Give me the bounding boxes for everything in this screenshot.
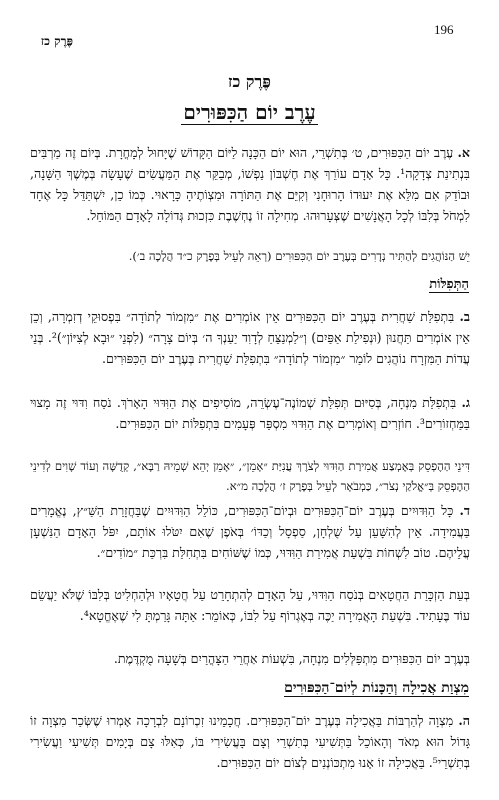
heading-text: מִצְוַת אֲכִילָה וְהַכָּנוֹת לְיוֹם־הַכִּפּוּרִים bbox=[284, 680, 469, 696]
note-vows: יֵשׁ הַנּוֹהֲגִים לְהַתִּיר נְדָרִים בְּעֶרֶב יוֹם הַכִּפּוּרִים (רְאֵה לְעֵיל בְּפֶרֶק כ״ד הֲלָכָה ב׳). bbox=[128, 249, 470, 263]
running-head: פֶּרֶק כז bbox=[40, 34, 73, 48]
paragraph-b bbox=[30, 306, 470, 369]
chapter-label: פֶּרֶק כז bbox=[228, 72, 271, 91]
paragraph-text: בִּתְפִלַּת מִנְחָה, בְּסִיּוּם תְּפִלַּת שְׁמוֹנֶה־עֶשְׂרֵה, מוֹסִיפִים אֶת הַוִּדּוּי הָאָרֹךְ. נֹסַח וִדּוּי זֶה מָצוּי בַּמַּחְזוֹרִים³. חוֹזְרִים וְאוֹמְרִים אֶת הַוִּדּוּי מִסְפַּר פְּעָמִים בִּתְפִלּוֹת יוֹם הַכִּפּוּרִים. bbox=[30, 395, 470, 431]
paragraph-text: מִצְוָה לְהַרְבּוֹת בַּאֲכִילָה בְּעֶרֶב יוֹם־הַכִּפּוּרִים. חֲכָמֵינוּ זִכְרוֹנָם לִבְרָכָה אָמְרוּ שֶׁשְּׂכַר מִצְוָה זוֹ גָּדוֹל הוּא מְאֹד וְהָאוֹכֵל בַּתְּשִׁיעִי בְּתִשְׁרֵי וְצָם בָּעֲשִׂירִי בּוֹ, כְּאִלּוּ צָם בְּיָמִים תְּשִׁיעִי וַעֲשִׂירִי בְּתִשְׁרֵי⁵. בַּאֲכִילָה זוֹ אָנוּ מִתְכּוֹנְנִים לְצוֹם יוֹם הַכִּפּוּרִים. bbox=[30, 713, 470, 770]
page-number: 196 bbox=[434, 22, 454, 37]
paragraph-letter: ב. bbox=[459, 309, 470, 324]
paragraph-g bbox=[30, 392, 470, 434]
paragraph-d bbox=[30, 500, 470, 563]
paragraph-text: בִּתְפִלַּת שַׁחֲרִית בְּעֶרֶב יוֹם הַכִּפּוּרִים אֵין אוֹמְרִים אֶת ״מִזְמוֹר לְתוֹדָה״ בִּפְסוּקֵי דְזִמְרָה, וְכֵן אֵין אוֹמְרִים תַּחֲנוּן (וּנְפִילַת אַפַּיִם) וְ״לַמְנַצֵּחַ לְדָוִד יַעַנְךָ ה׳ בְּיוֹם צָרָה״ (לִפְנֵי ״וּבָא לְצִיּוֹן״)². בְּנֵי עֲדוֹת הַמִּזְרָח נוֹהֲגִים לוֹמַר ״מִזְמוֹר לְתוֹדָה״ בִּתְפִלַּת שַׁחֲרִית בְּעֶרֶב יוֹם הַכִּפּוּרִים. bbox=[30, 309, 470, 366]
paragraph-letter: א. bbox=[457, 145, 470, 160]
paragraph-text: כָּל הַוִּדּוּיִים בְּעֶרֶב יוֹם־הַכִּפּוּרִים וּבְיוֹם־הַכִּפּוּרִים, כּוֹלֵל הַוִּדּוּיִים שֶׁבַּחֲזָרַת הַשַּׁ״ץ, נֶאֱמָרִים בַּעֲמִידָה. אֵין לְהִשָּׁעֵן עַל שֻׁלְחָן, סַפְסָל וְכַדּוֹ׳ בְּאֹפֶן שֶׁאִם יִטֹּלוּ אוֹתָם, יִפֹּל הָאָדָם הַנִּשְׁעָן עֲלֵיהֶם. טוֹב לִשְׁחוֹת בִּשְׁעַת אֲמִירַת הַוִּדּוּי, כְּמוֹ שֶׁשּׁוֹחִים בִּתְחִלַּת בִּרְכַּת ״מוֹדִים״. bbox=[30, 503, 470, 560]
paragraph-letter: ד. bbox=[459, 503, 470, 518]
paragraph-letter: ה. bbox=[458, 713, 470, 728]
paragraph-d-mincha: בְּעֶרֶב יוֹם הַכִּפּוּרִים מִתְפַּלְּלִים מִנְחָה, בִּשְׁעוֹת אַחֲרֵי הַצָּהֳרַיִם בְּשָׁעָה מֻקְדֶּמֶת. bbox=[113, 651, 470, 666]
chapter-title bbox=[0, 100, 499, 125]
paragraph-letter: ג. bbox=[461, 395, 470, 410]
heading-text: הַתְּפִלּוֹת bbox=[429, 277, 469, 292]
note-interruption: דִּינֵי הַהֶפְסֵק בְּאֶמְצַע אֲמִירַת הַוִּדּוּי לְצֹרֶךְ עֲנִיַּת ״אָמֵן״, ״אָמֵן יְהֵא שְׁמֵיהּ רַבָּא״, קְדֻשָּׁה וְעוֹד שָׁוִים לְדִינֵי הַהֶפְסֵק בְּ״אֱלֹקַי נְצֹר״, כַּמְבֹאָר לְעֵיל בְּפֶרֶק ז׳ הֲלָכָה מ״א. bbox=[30, 459, 470, 493]
paragraph-a bbox=[30, 142, 470, 226]
paragraph-h bbox=[30, 710, 470, 773]
chapter-title-text: עֶרֶב יוֹם הַכִּפּוּרִים bbox=[183, 100, 316, 124]
paragraph-text: עֶרֶב יוֹם הַכִּפּוּרִים, ט׳ בְּתִשְׁרֵי, הוּא יוֹם הַכָּנָה לַיּוֹם הַקָּדוֹשׁ שֶׁיָּחוּל לְמָחֳרָת. בְּיוֹם זֶה מַרְבִּים בִּנְתִינַת צְדָקָה¹. כָּל אָדָם עוֹרֵךְ אֶת חֶשְׁבּוֹן נַפְשׁוֹ, מְבַקֵּר אֶת הַמַּעֲשִׂים שֶׁעָשָׂה בְּמֶשֶׁךְ הַשָּׁנָה, וּבוֹדֵק אִם מִלֵּא אֶת יִעוּדוֹ הָרוּחָנִי וְקִיֵּם אֶת הַתּוֹרָה וּמִצְוֹתֶיהָ כָּרָאוּי. כְּמוֹ כֵן, יִשְׁתַּדֵּל כָּל אֶחָד לִמְחֹל בְּלִבּוֹ לְכָל הָאֲנָשִׁים שֶׁצְּעָרוּהוּ. מְחִילָה זוֹ נֶחְשֶׁבֶת כִּזְכוּת גְּדוֹלָה לָאָדָם הַמּוֹחֵל. bbox=[30, 145, 470, 223]
section-heading-eating bbox=[284, 680, 469, 697]
section-heading-prayers bbox=[429, 276, 469, 292]
paragraph-d-continued: בְּעֵת הַזְכָּרַת הַחֲטָאִים בְּנֹסַח הַוִּדּוּי, עַל הָאָדָם לְהִתְחָרֵט עַל חֲטָאָיו וּלְהַחְלִיט בְּלִבּוֹ שֶׁלֹּא יַעֲשֵׂם עוֹד בֶּעָתִיד. בִּשְׁעַת הָאֲמִירָה יַכֶּה בְּאֶגְרוֹף עַל לִבּוֹ, כְּאוֹמֵר: אַתָּה גָּרַמְתָּ לִי שֶׁאֶחֱטָא⁴. bbox=[30, 587, 470, 623]
